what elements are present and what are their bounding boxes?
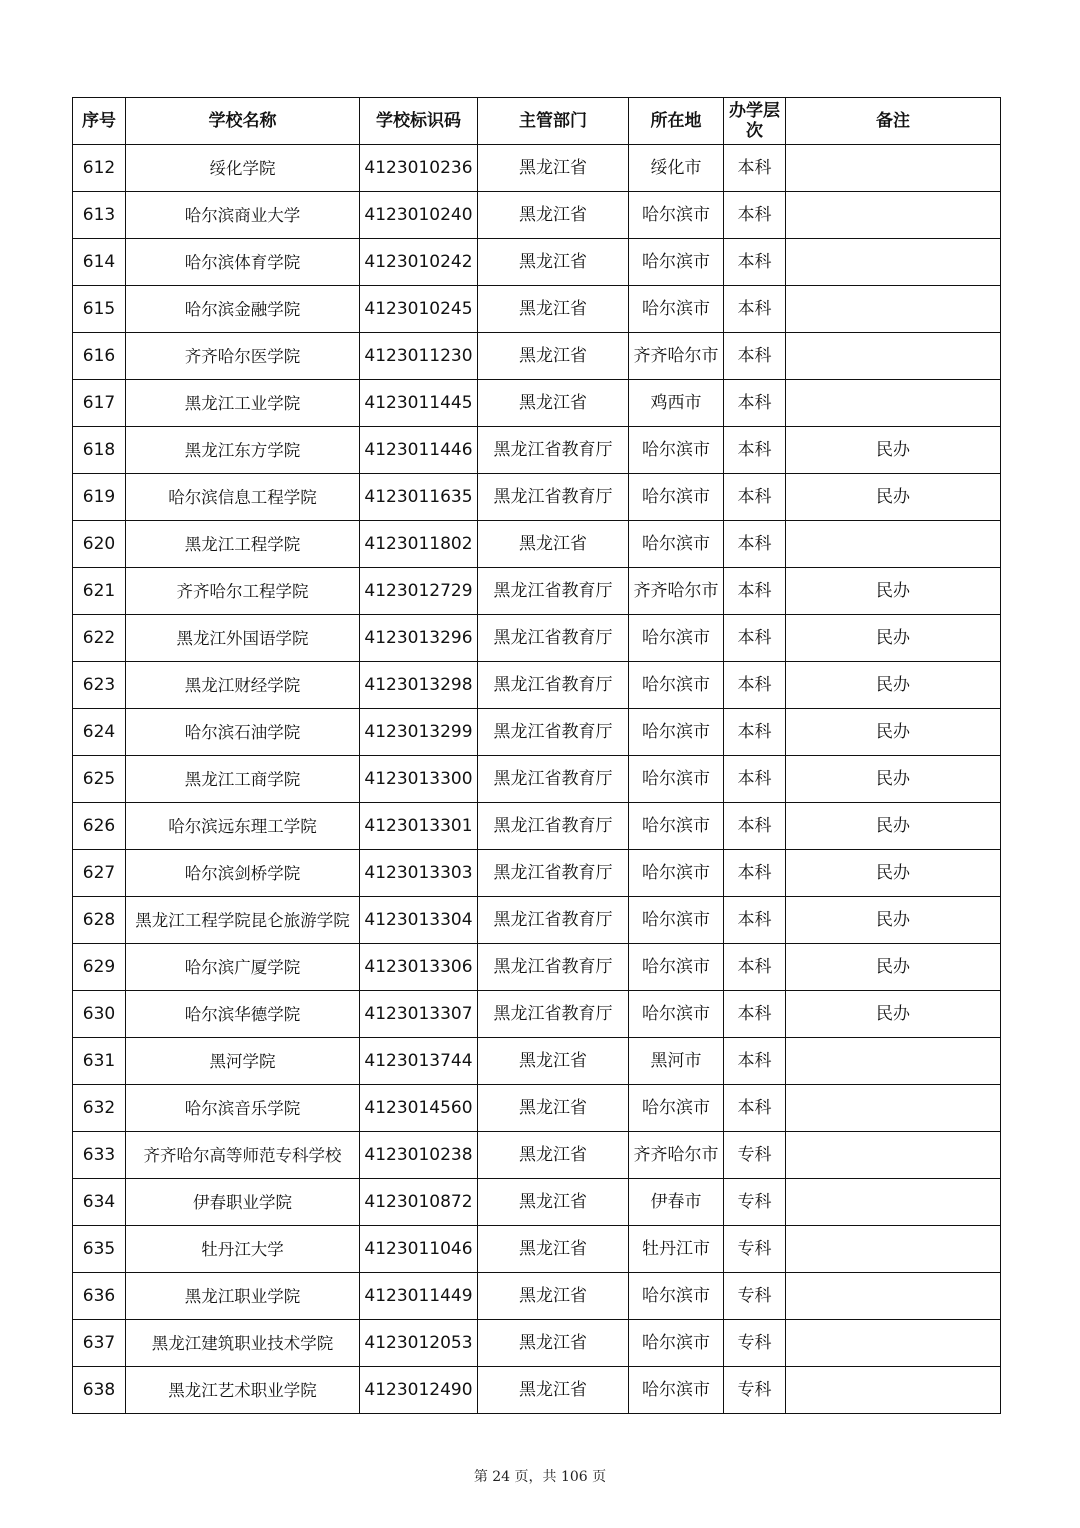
cell-school-code: 4123010242 bbox=[360, 239, 478, 286]
table-row bbox=[73, 1038, 1001, 1085]
cell-index: 633 bbox=[73, 1132, 126, 1179]
cell-level: 专科 bbox=[724, 1367, 786, 1414]
cell-department: 黑龙江省教育厅 bbox=[478, 991, 629, 1038]
cell-department: 黑龙江省 bbox=[478, 1085, 629, 1132]
cell-remarks: 民办 bbox=[786, 615, 1001, 662]
cell-school-name: 黑龙江建筑职业技术学院 bbox=[126, 1320, 360, 1367]
cell-index: 629 bbox=[73, 944, 126, 991]
cell-department: 黑龙江省教育厅 bbox=[478, 427, 629, 474]
cell-index: 631 bbox=[73, 1038, 126, 1085]
cell-index: 619 bbox=[73, 474, 126, 521]
cell-school-name: 哈尔滨音乐学院 bbox=[126, 1085, 360, 1132]
cell-level: 本科 bbox=[724, 756, 786, 803]
cell-remarks: 民办 bbox=[786, 427, 1001, 474]
cell-location: 齐齐哈尔市 bbox=[629, 1132, 724, 1179]
cell-department: 黑龙江省 bbox=[478, 145, 629, 192]
cell-location: 黑河市 bbox=[629, 1038, 724, 1085]
cell-level: 专科 bbox=[724, 1226, 786, 1273]
cell-index: 621 bbox=[73, 568, 126, 615]
cell-school-code: 4123013303 bbox=[360, 850, 478, 897]
cell-level: 本科 bbox=[724, 380, 786, 427]
cell-location: 哈尔滨市 bbox=[629, 897, 724, 944]
cell-index: 636 bbox=[73, 1273, 126, 1320]
table-body bbox=[73, 145, 1001, 1414]
header-remarks: 备注 bbox=[786, 98, 1001, 145]
cell-level: 本科 bbox=[724, 709, 786, 756]
cell-school-code: 4123013298 bbox=[360, 662, 478, 709]
cell-school-name: 黑龙江外国语学院 bbox=[126, 615, 360, 662]
table-row bbox=[73, 239, 1001, 286]
cell-level: 本科 bbox=[724, 474, 786, 521]
cell-school-code: 4123013301 bbox=[360, 803, 478, 850]
cell-school-code: 4123013300 bbox=[360, 756, 478, 803]
cell-location: 哈尔滨市 bbox=[629, 474, 724, 521]
cell-location: 伊春市 bbox=[629, 1179, 724, 1226]
cell-school-code: 4123010238 bbox=[360, 1132, 478, 1179]
cell-remarks: 民办 bbox=[786, 662, 1001, 709]
header-location: 所在地 bbox=[629, 98, 724, 145]
cell-index: 632 bbox=[73, 1085, 126, 1132]
school-list-table bbox=[72, 97, 1001, 1414]
cell-department: 黑龙江省 bbox=[478, 1179, 629, 1226]
cell-school-code: 4123010872 bbox=[360, 1179, 478, 1226]
table-row bbox=[73, 1179, 1001, 1226]
cell-department: 黑龙江省教育厅 bbox=[478, 709, 629, 756]
cell-level: 本科 bbox=[724, 615, 786, 662]
cell-remarks: 民办 bbox=[786, 568, 1001, 615]
cell-index: 624 bbox=[73, 709, 126, 756]
cell-department: 黑龙江省教育厅 bbox=[478, 568, 629, 615]
table-row bbox=[73, 1367, 1001, 1414]
table-row bbox=[73, 521, 1001, 568]
cell-index: 637 bbox=[73, 1320, 126, 1367]
cell-remarks: 民办 bbox=[786, 991, 1001, 1038]
cell-location: 齐齐哈尔市 bbox=[629, 568, 724, 615]
table-row bbox=[73, 1226, 1001, 1273]
cell-level: 本科 bbox=[724, 192, 786, 239]
cell-level: 本科 bbox=[724, 568, 786, 615]
cell-location: 绥化市 bbox=[629, 145, 724, 192]
cell-department: 黑龙江省 bbox=[478, 1320, 629, 1367]
page-number-footer: 第 24 页，共 106 页 bbox=[473, 1469, 607, 1485]
table-row bbox=[73, 756, 1001, 803]
table-row bbox=[73, 192, 1001, 239]
cell-level: 本科 bbox=[724, 1085, 786, 1132]
cell-index: 625 bbox=[73, 756, 126, 803]
table-row bbox=[73, 944, 1001, 991]
cell-index: 620 bbox=[73, 521, 126, 568]
table-row bbox=[73, 1132, 1001, 1179]
header-school-code: 学校标识码 bbox=[360, 98, 478, 145]
cell-school-name: 黑龙江艺术职业学院 bbox=[126, 1367, 360, 1414]
cell-school-name: 齐齐哈尔高等师范专科学校 bbox=[126, 1132, 360, 1179]
cell-remarks bbox=[786, 1226, 1001, 1273]
cell-index: 613 bbox=[73, 192, 126, 239]
cell-location: 哈尔滨市 bbox=[629, 709, 724, 756]
table-row bbox=[73, 474, 1001, 521]
cell-school-name: 哈尔滨剑桥学院 bbox=[126, 850, 360, 897]
table-row bbox=[73, 662, 1001, 709]
header-department: 主管部门 bbox=[478, 98, 629, 145]
cell-department: 黑龙江省 bbox=[478, 1226, 629, 1273]
cell-school-name: 黑河学院 bbox=[126, 1038, 360, 1085]
cell-remarks bbox=[786, 239, 1001, 286]
cell-remarks: 民办 bbox=[786, 709, 1001, 756]
cell-school-name: 黑龙江工商学院 bbox=[126, 756, 360, 803]
cell-level: 本科 bbox=[724, 333, 786, 380]
cell-location: 哈尔滨市 bbox=[629, 1367, 724, 1414]
cell-school-name: 牡丹江大学 bbox=[126, 1226, 360, 1273]
cell-school-name: 哈尔滨广厦学院 bbox=[126, 944, 360, 991]
cell-school-code: 4123013306 bbox=[360, 944, 478, 991]
cell-school-name: 伊春职业学院 bbox=[126, 1179, 360, 1226]
cell-level: 本科 bbox=[724, 944, 786, 991]
cell-school-code: 4123012053 bbox=[360, 1320, 478, 1367]
cell-index: 630 bbox=[73, 991, 126, 1038]
cell-remarks bbox=[786, 1273, 1001, 1320]
cell-location: 哈尔滨市 bbox=[629, 803, 724, 850]
cell-index: 627 bbox=[73, 850, 126, 897]
cell-remarks bbox=[786, 145, 1001, 192]
cell-remarks: 民办 bbox=[786, 803, 1001, 850]
cell-remarks bbox=[786, 1085, 1001, 1132]
cell-school-code: 4123011445 bbox=[360, 380, 478, 427]
cell-department: 黑龙江省 bbox=[478, 239, 629, 286]
cell-department: 黑龙江省教育厅 bbox=[478, 944, 629, 991]
cell-location: 哈尔滨市 bbox=[629, 427, 724, 474]
cell-level: 本科 bbox=[724, 521, 786, 568]
cell-location: 哈尔滨市 bbox=[629, 1085, 724, 1132]
cell-remarks: 民办 bbox=[786, 474, 1001, 521]
cell-remarks bbox=[786, 192, 1001, 239]
cell-index: 612 bbox=[73, 145, 126, 192]
cell-school-name: 哈尔滨石油学院 bbox=[126, 709, 360, 756]
header-index: 序号 bbox=[73, 98, 126, 145]
cell-school-code: 4123012490 bbox=[360, 1367, 478, 1414]
cell-school-code: 4123013299 bbox=[360, 709, 478, 756]
cell-school-code: 4123011446 bbox=[360, 427, 478, 474]
cell-remarks bbox=[786, 1038, 1001, 1085]
cell-index: 623 bbox=[73, 662, 126, 709]
cell-level: 本科 bbox=[724, 239, 786, 286]
cell-remarks bbox=[786, 521, 1001, 568]
table-row bbox=[73, 1273, 1001, 1320]
cell-index: 617 bbox=[73, 380, 126, 427]
cell-location: 牡丹江市 bbox=[629, 1226, 724, 1273]
cell-department: 黑龙江省教育厅 bbox=[478, 662, 629, 709]
cell-level: 专科 bbox=[724, 1320, 786, 1367]
cell-school-name: 黑龙江东方学院 bbox=[126, 427, 360, 474]
cell-school-name: 齐齐哈尔工程学院 bbox=[126, 568, 360, 615]
cell-school-code: 4123013296 bbox=[360, 615, 478, 662]
cell-location: 齐齐哈尔市 bbox=[629, 333, 724, 380]
cell-remarks bbox=[786, 333, 1001, 380]
cell-location: 哈尔滨市 bbox=[629, 756, 724, 803]
cell-level: 本科 bbox=[724, 897, 786, 944]
table-row bbox=[73, 897, 1001, 944]
cell-school-name: 黑龙江工程学院昆仑旅游学院 bbox=[126, 897, 360, 944]
cell-school-code: 4123011449 bbox=[360, 1273, 478, 1320]
cell-level: 本科 bbox=[724, 145, 786, 192]
cell-index: 618 bbox=[73, 427, 126, 474]
table-row bbox=[73, 568, 1001, 615]
cell-school-code: 4123010236 bbox=[360, 145, 478, 192]
cell-school-code: 4123011230 bbox=[360, 333, 478, 380]
cell-school-code: 4123011802 bbox=[360, 521, 478, 568]
cell-level: 本科 bbox=[724, 1038, 786, 1085]
cell-school-code: 4123014560 bbox=[360, 1085, 478, 1132]
cell-level: 本科 bbox=[724, 286, 786, 333]
cell-level: 本科 bbox=[724, 850, 786, 897]
cell-index: 635 bbox=[73, 1226, 126, 1273]
cell-school-name: 哈尔滨金融学院 bbox=[126, 286, 360, 333]
cell-remarks: 民办 bbox=[786, 756, 1001, 803]
cell-school-name: 黑龙江工业学院 bbox=[126, 380, 360, 427]
cell-department: 黑龙江省 bbox=[478, 333, 629, 380]
cell-department: 黑龙江省 bbox=[478, 1367, 629, 1414]
cell-level: 专科 bbox=[724, 1273, 786, 1320]
cell-school-code: 4123011046 bbox=[360, 1226, 478, 1273]
table-row bbox=[73, 709, 1001, 756]
header-level: 办学层次 bbox=[724, 98, 786, 145]
cell-school-name: 黑龙江职业学院 bbox=[126, 1273, 360, 1320]
cell-school-name: 哈尔滨体育学院 bbox=[126, 239, 360, 286]
table-row bbox=[73, 1320, 1001, 1367]
cell-school-code: 4123011635 bbox=[360, 474, 478, 521]
cell-school-name: 哈尔滨远东理工学院 bbox=[126, 803, 360, 850]
cell-school-code: 4123012729 bbox=[360, 568, 478, 615]
table-row bbox=[73, 145, 1001, 192]
cell-location: 哈尔滨市 bbox=[629, 1320, 724, 1367]
cell-department: 黑龙江省 bbox=[478, 380, 629, 427]
table-row bbox=[73, 380, 1001, 427]
cell-department: 黑龙江省 bbox=[478, 286, 629, 333]
cell-location: 哈尔滨市 bbox=[629, 991, 724, 1038]
table-row bbox=[73, 286, 1001, 333]
cell-department: 黑龙江省教育厅 bbox=[478, 897, 629, 944]
cell-remarks bbox=[786, 1179, 1001, 1226]
cell-location: 哈尔滨市 bbox=[629, 239, 724, 286]
cell-school-name: 黑龙江工程学院 bbox=[126, 521, 360, 568]
cell-remarks bbox=[786, 1320, 1001, 1367]
cell-location: 哈尔滨市 bbox=[629, 662, 724, 709]
cell-level: 专科 bbox=[724, 1179, 786, 1226]
cell-school-code: 4123013304 bbox=[360, 897, 478, 944]
cell-school-name: 哈尔滨华德学院 bbox=[126, 991, 360, 1038]
cell-location: 鸡西市 bbox=[629, 380, 724, 427]
cell-level: 本科 bbox=[724, 803, 786, 850]
cell-index: 614 bbox=[73, 239, 126, 286]
header-school-name: 学校名称 bbox=[126, 98, 360, 145]
table-row bbox=[73, 427, 1001, 474]
table-row bbox=[73, 803, 1001, 850]
cell-index: 634 bbox=[73, 1179, 126, 1226]
cell-index: 628 bbox=[73, 897, 126, 944]
cell-school-code: 4123010240 bbox=[360, 192, 478, 239]
cell-remarks bbox=[786, 380, 1001, 427]
cell-department: 黑龙江省 bbox=[478, 1038, 629, 1085]
cell-department: 黑龙江省教育厅 bbox=[478, 850, 629, 897]
cell-level: 专科 bbox=[724, 1132, 786, 1179]
table-header-row bbox=[73, 98, 1001, 145]
cell-school-name: 齐齐哈尔医学院 bbox=[126, 333, 360, 380]
cell-remarks bbox=[786, 1132, 1001, 1179]
cell-remarks: 民办 bbox=[786, 944, 1001, 991]
cell-location: 哈尔滨市 bbox=[629, 850, 724, 897]
cell-location: 哈尔滨市 bbox=[629, 192, 724, 239]
cell-location: 哈尔滨市 bbox=[629, 1273, 724, 1320]
cell-level: 本科 bbox=[724, 427, 786, 474]
cell-school-name: 黑龙江财经学院 bbox=[126, 662, 360, 709]
cell-remarks: 民办 bbox=[786, 897, 1001, 944]
cell-index: 622 bbox=[73, 615, 126, 662]
cell-remarks bbox=[786, 1367, 1001, 1414]
cell-location: 哈尔滨市 bbox=[629, 521, 724, 568]
cell-school-name: 哈尔滨信息工程学院 bbox=[126, 474, 360, 521]
cell-school-code: 4123013744 bbox=[360, 1038, 478, 1085]
cell-location: 哈尔滨市 bbox=[629, 286, 724, 333]
cell-school-name: 绥化学院 bbox=[126, 145, 360, 192]
cell-remarks: 民办 bbox=[786, 850, 1001, 897]
cell-remarks bbox=[786, 286, 1001, 333]
cell-index: 615 bbox=[73, 286, 126, 333]
cell-department: 黑龙江省教育厅 bbox=[478, 756, 629, 803]
cell-department: 黑龙江省 bbox=[478, 1132, 629, 1179]
cell-department: 黑龙江省教育厅 bbox=[478, 803, 629, 850]
cell-index: 626 bbox=[73, 803, 126, 850]
cell-index: 616 bbox=[73, 333, 126, 380]
cell-school-code: 4123013307 bbox=[360, 991, 478, 1038]
cell-department: 黑龙江省教育厅 bbox=[478, 615, 629, 662]
cell-department: 黑龙江省 bbox=[478, 1273, 629, 1320]
cell-school-code: 4123010245 bbox=[360, 286, 478, 333]
cell-department: 黑龙江省 bbox=[478, 521, 629, 568]
cell-level: 本科 bbox=[724, 991, 786, 1038]
cell-level: 本科 bbox=[724, 662, 786, 709]
table-row bbox=[73, 615, 1001, 662]
table-row bbox=[73, 850, 1001, 897]
table-row bbox=[73, 991, 1001, 1038]
cell-school-name: 哈尔滨商业大学 bbox=[126, 192, 360, 239]
table-row bbox=[73, 333, 1001, 380]
table-row bbox=[73, 1085, 1001, 1132]
cell-location: 哈尔滨市 bbox=[629, 615, 724, 662]
cell-department: 黑龙江省 bbox=[478, 192, 629, 239]
cell-location: 哈尔滨市 bbox=[629, 944, 724, 991]
cell-department: 黑龙江省教育厅 bbox=[478, 474, 629, 521]
cell-index: 638 bbox=[73, 1367, 126, 1414]
